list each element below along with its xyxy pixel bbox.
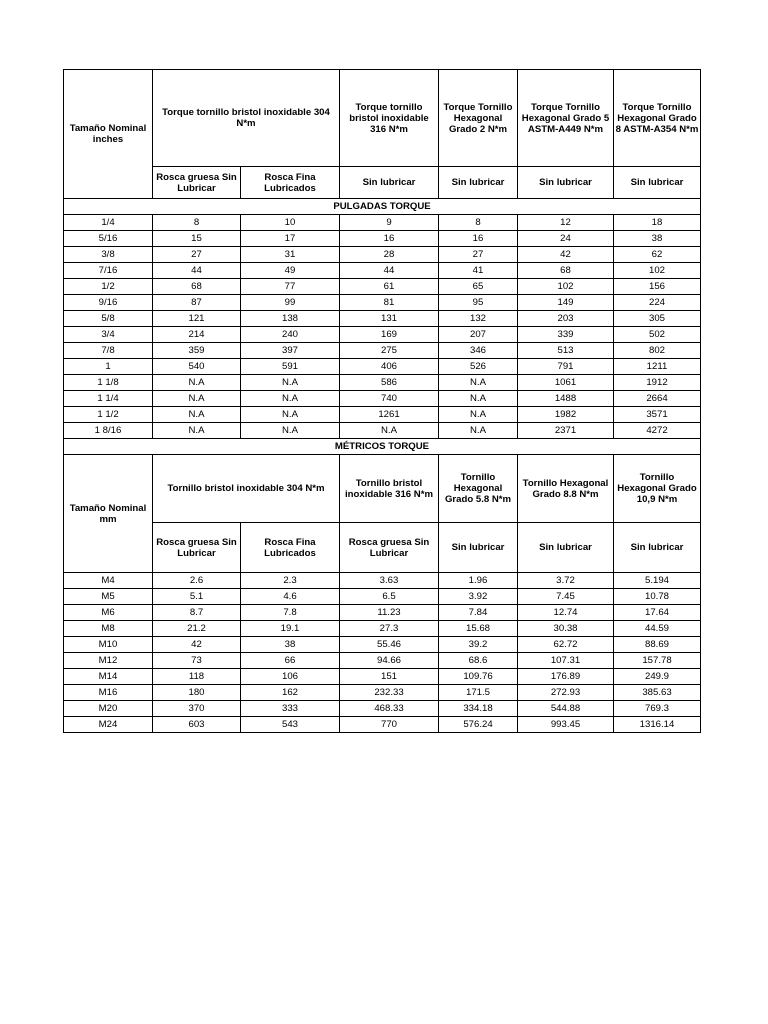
torque-value-cell: 42: [153, 637, 241, 653]
table-row: [64, 247, 701, 263]
torque-value-cell: 10: [241, 215, 340, 231]
torque-value-cell: 1982: [518, 407, 614, 423]
metric-bristol-304-header: Tornillo bristol inoxidable 304 N*m: [153, 455, 340, 523]
torque-value-cell: 5.194: [614, 573, 701, 589]
table-row: [64, 653, 701, 669]
nominal-size-cell: 1/4: [64, 215, 153, 231]
table-row: [64, 407, 701, 423]
torque-value-cell: 27: [439, 247, 518, 263]
hex-grade5-header: Torque Tornillo Hexagonal Grado 5 ASTM-A449 N*m: [518, 70, 614, 167]
torque-value-cell: 49: [241, 263, 340, 279]
nominal-size-cell: M8: [64, 621, 153, 637]
torque-value-cell: 171.5: [439, 685, 518, 701]
nominal-size-cell: 3/4: [64, 327, 153, 343]
unlubricated-subheader: Sin lubricar: [340, 167, 439, 199]
table-row: [64, 589, 701, 605]
torque-value-cell: 99: [241, 295, 340, 311]
torque-value-cell: 17.64: [614, 605, 701, 621]
hex-grade8-header: Torque Tornillo Hexagonal Grado 8 ASTM-A354 N*m: [614, 70, 701, 167]
torque-value-cell: 109.76: [439, 669, 518, 685]
torque-value-cell: 3.72: [518, 573, 614, 589]
coarse-unlubricated-subheader: Rosca gruesa Sin Lubricar: [340, 523, 439, 573]
torque-value-cell: 28: [340, 247, 439, 263]
nominal-size-cell: 1 1/2: [64, 407, 153, 423]
torque-value-cell: 406: [340, 359, 439, 375]
table-row: [64, 701, 701, 717]
torque-value-cell: 603: [153, 717, 241, 733]
table-row: [64, 375, 701, 391]
torque-value-cell: 8: [153, 215, 241, 231]
torque-value-cell: 27.3: [340, 621, 439, 637]
nominal-size-cell: 5/8: [64, 311, 153, 327]
torque-value-cell: 118: [153, 669, 241, 685]
nominal-size-cell: 3/8: [64, 247, 153, 263]
torque-value-cell: 62.72: [518, 637, 614, 653]
torque-value-cell: 513: [518, 343, 614, 359]
nominal-size-cell: 7/8: [64, 343, 153, 359]
torque-value-cell: 214: [153, 327, 241, 343]
torque-value-cell: 207: [439, 327, 518, 343]
table-row: [64, 327, 701, 343]
torque-value-cell: 232.33: [340, 685, 439, 701]
torque-value-cell: 121: [153, 311, 241, 327]
hex-grade-5-8-header: Tornillo Hexagonal Grado 5.8 N*m: [439, 455, 518, 523]
torque-value-cell: 12.74: [518, 605, 614, 621]
metric-bristol-316-header: Tornillo bristol inoxidable 316 N*m: [340, 455, 439, 523]
table-row: [64, 279, 701, 295]
torque-value-cell: 203: [518, 311, 614, 327]
torque-value-cell: 102: [614, 263, 701, 279]
torque-value-cell: 4272: [614, 423, 701, 439]
torque-value-cell: 240: [241, 327, 340, 343]
torque-value-cell: 12: [518, 215, 614, 231]
nominal-size-cell: M24: [64, 717, 153, 733]
table-row: [64, 295, 701, 311]
table-row: [64, 359, 701, 375]
torque-value-cell: 24: [518, 231, 614, 247]
torque-value-cell: N.A: [153, 375, 241, 391]
bristol-316-header: Torque tornillo bristol inoxidable 316 N*m: [340, 70, 439, 167]
torque-value-cell: N.A: [241, 423, 340, 439]
table-row: [64, 605, 701, 621]
torque-value-cell: 1211: [614, 359, 701, 375]
torque-table: [63, 69, 701, 733]
torque-value-cell: N.A: [241, 375, 340, 391]
torque-value-cell: 333: [241, 701, 340, 717]
torque-value-cell: N.A: [439, 375, 518, 391]
torque-value-cell: 27: [153, 247, 241, 263]
torque-value-cell: N.A: [153, 423, 241, 439]
unlubricated-subheader: Sin lubricar: [439, 167, 518, 199]
inch-section-title: PULGADAS TORQUE: [64, 199, 701, 215]
torque-value-cell: N.A: [241, 391, 340, 407]
torque-value-cell: 41: [439, 263, 518, 279]
torque-value-cell: 468.33: [340, 701, 439, 717]
torque-value-cell: 305: [614, 311, 701, 327]
torque-value-cell: 802: [614, 343, 701, 359]
torque-value-cell: 44: [153, 263, 241, 279]
torque-value-cell: 1061: [518, 375, 614, 391]
torque-value-cell: 7.84: [439, 605, 518, 621]
torque-value-cell: 180: [153, 685, 241, 701]
torque-value-cell: 68: [153, 279, 241, 295]
torque-value-cell: 17: [241, 231, 340, 247]
nominal-size-cell: M4: [64, 573, 153, 589]
torque-value-cell: 543: [241, 717, 340, 733]
table-row: [64, 621, 701, 637]
table-row: [64, 215, 701, 231]
nominal-size-cell: 1 1/8: [64, 375, 153, 391]
torque-value-cell: 156: [614, 279, 701, 295]
torque-value-cell: 87: [153, 295, 241, 311]
torque-value-cell: 502: [614, 327, 701, 343]
table-row: [64, 391, 701, 407]
unlubricated-subheader: Sin lubricar: [614, 523, 701, 573]
torque-value-cell: 2.3: [241, 573, 340, 589]
torque-value-cell: N.A: [153, 407, 241, 423]
torque-value-cell: 16: [340, 231, 439, 247]
torque-value-cell: 102: [518, 279, 614, 295]
nominal-size-cell: M10: [64, 637, 153, 653]
nominal-size-cell: 1: [64, 359, 153, 375]
torque-value-cell: 3.92: [439, 589, 518, 605]
fine-lubricated-subheader: Rosca Fina Lubricados: [241, 523, 340, 573]
torque-value-cell: 162: [241, 685, 340, 701]
torque-value-cell: 791: [518, 359, 614, 375]
torque-value-cell: 39.2: [439, 637, 518, 653]
coarse-unlubricated-subheader: Rosca gruesa Sin Lubricar: [153, 167, 241, 199]
torque-value-cell: 586: [340, 375, 439, 391]
torque-value-cell: 339: [518, 327, 614, 343]
torque-value-cell: 526: [439, 359, 518, 375]
torque-value-cell: 7.45: [518, 589, 614, 605]
bristol-304-header: Torque tornillo bristol inoxidable 304 N*m: [153, 70, 340, 167]
torque-value-cell: 10.78: [614, 589, 701, 605]
nominal-size-mm-header: Tamaño Nominal mm: [64, 455, 153, 573]
nominal-size-cell: 1/2: [64, 279, 153, 295]
hex-grade-8-8-header: Tornillo Hexagonal Grado 8.8 N*m: [518, 455, 614, 523]
torque-value-cell: N.A: [439, 423, 518, 439]
torque-value-cell: 1488: [518, 391, 614, 407]
table-row: [64, 685, 701, 701]
unlubricated-subheader: Sin lubricar: [439, 523, 518, 573]
torque-value-cell: 544.88: [518, 701, 614, 717]
nominal-size-cell: 1 8/16: [64, 423, 153, 439]
fine-lubricated-subheader: Rosca Fina Lubricados: [241, 167, 340, 199]
torque-value-cell: 95: [439, 295, 518, 311]
table-row: [64, 231, 701, 247]
nominal-size-cell: M14: [64, 669, 153, 685]
torque-value-cell: 176.89: [518, 669, 614, 685]
torque-value-cell: N.A: [153, 391, 241, 407]
unlubricated-subheader: Sin lubricar: [614, 167, 701, 199]
torque-value-cell: 107.31: [518, 653, 614, 669]
torque-value-cell: 55.46: [340, 637, 439, 653]
hex-grade-10-9-header: Tornillo Hexagonal Grado 10,9 N*m: [614, 455, 701, 523]
torque-value-cell: 73: [153, 653, 241, 669]
torque-value-cell: 591: [241, 359, 340, 375]
torque-value-cell: 31: [241, 247, 340, 263]
nominal-size-cell: M6: [64, 605, 153, 621]
torque-value-cell: 5.1: [153, 589, 241, 605]
torque-value-cell: 21.2: [153, 621, 241, 637]
torque-value-cell: 3.63: [340, 573, 439, 589]
torque-value-cell: 272.93: [518, 685, 614, 701]
torque-value-cell: 149: [518, 295, 614, 311]
torque-value-cell: 370: [153, 701, 241, 717]
torque-value-cell: 540: [153, 359, 241, 375]
table-row: [64, 669, 701, 685]
torque-value-cell: 30.38: [518, 621, 614, 637]
torque-value-cell: 4.6: [241, 589, 340, 605]
torque-value-cell: 19.1: [241, 621, 340, 637]
unlubricated-subheader: Sin lubricar: [518, 523, 614, 573]
torque-value-cell: 81: [340, 295, 439, 311]
torque-value-cell: 61: [340, 279, 439, 295]
nominal-size-cell: 1 1/4: [64, 391, 153, 407]
torque-value-cell: 15.68: [439, 621, 518, 637]
torque-value-cell: 132: [439, 311, 518, 327]
torque-value-cell: 44: [340, 263, 439, 279]
torque-value-cell: 359: [153, 343, 241, 359]
torque-value-cell: 9: [340, 215, 439, 231]
torque-value-cell: N.A: [241, 407, 340, 423]
nominal-size-cell: M20: [64, 701, 153, 717]
torque-value-cell: 66: [241, 653, 340, 669]
torque-value-cell: 2.6: [153, 573, 241, 589]
torque-value-cell: 62: [614, 247, 701, 263]
torque-value-cell: 68.6: [439, 653, 518, 669]
torque-value-cell: N.A: [340, 423, 439, 439]
nominal-size-cell: 5/16: [64, 231, 153, 247]
nominal-size-cell: M5: [64, 589, 153, 605]
torque-value-cell: 1912: [614, 375, 701, 391]
torque-value-cell: 385.63: [614, 685, 701, 701]
torque-value-cell: 1261: [340, 407, 439, 423]
table-row: [64, 311, 701, 327]
torque-value-cell: 397: [241, 343, 340, 359]
torque-value-cell: 42: [518, 247, 614, 263]
torque-value-cell: 769.3: [614, 701, 701, 717]
torque-value-cell: N.A: [439, 391, 518, 407]
torque-value-cell: 8.7: [153, 605, 241, 621]
torque-value-cell: 15: [153, 231, 241, 247]
torque-value-cell: 334.18: [439, 701, 518, 717]
torque-value-cell: 38: [614, 231, 701, 247]
torque-value-cell: 65: [439, 279, 518, 295]
torque-value-cell: 11.23: [340, 605, 439, 621]
nominal-size-cell: 7/16: [64, 263, 153, 279]
torque-value-cell: 770: [340, 717, 439, 733]
torque-value-cell: 224: [614, 295, 701, 311]
hex-grade2-header: Torque Tornillo Hexagonal Grado 2 N*m: [439, 70, 518, 167]
torque-value-cell: 2664: [614, 391, 701, 407]
torque-value-cell: 169: [340, 327, 439, 343]
table-row: [64, 573, 701, 589]
unlubricated-subheader: Sin lubricar: [518, 167, 614, 199]
torque-value-cell: 138: [241, 311, 340, 327]
coarse-unlubricated-subheader: Rosca gruesa Sin Lubricar: [153, 523, 241, 573]
torque-value-cell: 106: [241, 669, 340, 685]
torque-value-cell: 740: [340, 391, 439, 407]
torque-value-cell: 88.69: [614, 637, 701, 653]
torque-value-cell: 1.96: [439, 573, 518, 589]
torque-value-cell: 275: [340, 343, 439, 359]
torque-value-cell: 576.24: [439, 717, 518, 733]
torque-value-cell: 68: [518, 263, 614, 279]
nominal-size-inches-header: Tamaño Nominal inches: [64, 70, 153, 199]
metric-section-title: MÉTRICOS TORQUE: [64, 439, 701, 455]
nominal-size-cell: M16: [64, 685, 153, 701]
torque-value-cell: 151: [340, 669, 439, 685]
torque-value-cell: 1316.14: [614, 717, 701, 733]
torque-value-cell: 18: [614, 215, 701, 231]
torque-value-cell: 7.8: [241, 605, 340, 621]
torque-value-cell: 94.66: [340, 653, 439, 669]
torque-value-cell: 8: [439, 215, 518, 231]
torque-value-cell: 77: [241, 279, 340, 295]
torque-value-cell: 44.59: [614, 621, 701, 637]
torque-value-cell: 993.45: [518, 717, 614, 733]
torque-value-cell: 16: [439, 231, 518, 247]
table-row: [64, 717, 701, 733]
nominal-size-cell: M12: [64, 653, 153, 669]
torque-value-cell: 2371: [518, 423, 614, 439]
torque-value-cell: 38: [241, 637, 340, 653]
table-row: [64, 423, 701, 439]
torque-value-cell: 6.5: [340, 589, 439, 605]
torque-value-cell: 346: [439, 343, 518, 359]
torque-value-cell: 249.9: [614, 669, 701, 685]
nominal-size-cell: 9/16: [64, 295, 153, 311]
table-row: [64, 263, 701, 279]
torque-value-cell: N.A: [439, 407, 518, 423]
torque-value-cell: 3571: [614, 407, 701, 423]
table-row: [64, 343, 701, 359]
torque-value-cell: 157.78: [614, 653, 701, 669]
table-row: [64, 637, 701, 653]
torque-value-cell: 131: [340, 311, 439, 327]
